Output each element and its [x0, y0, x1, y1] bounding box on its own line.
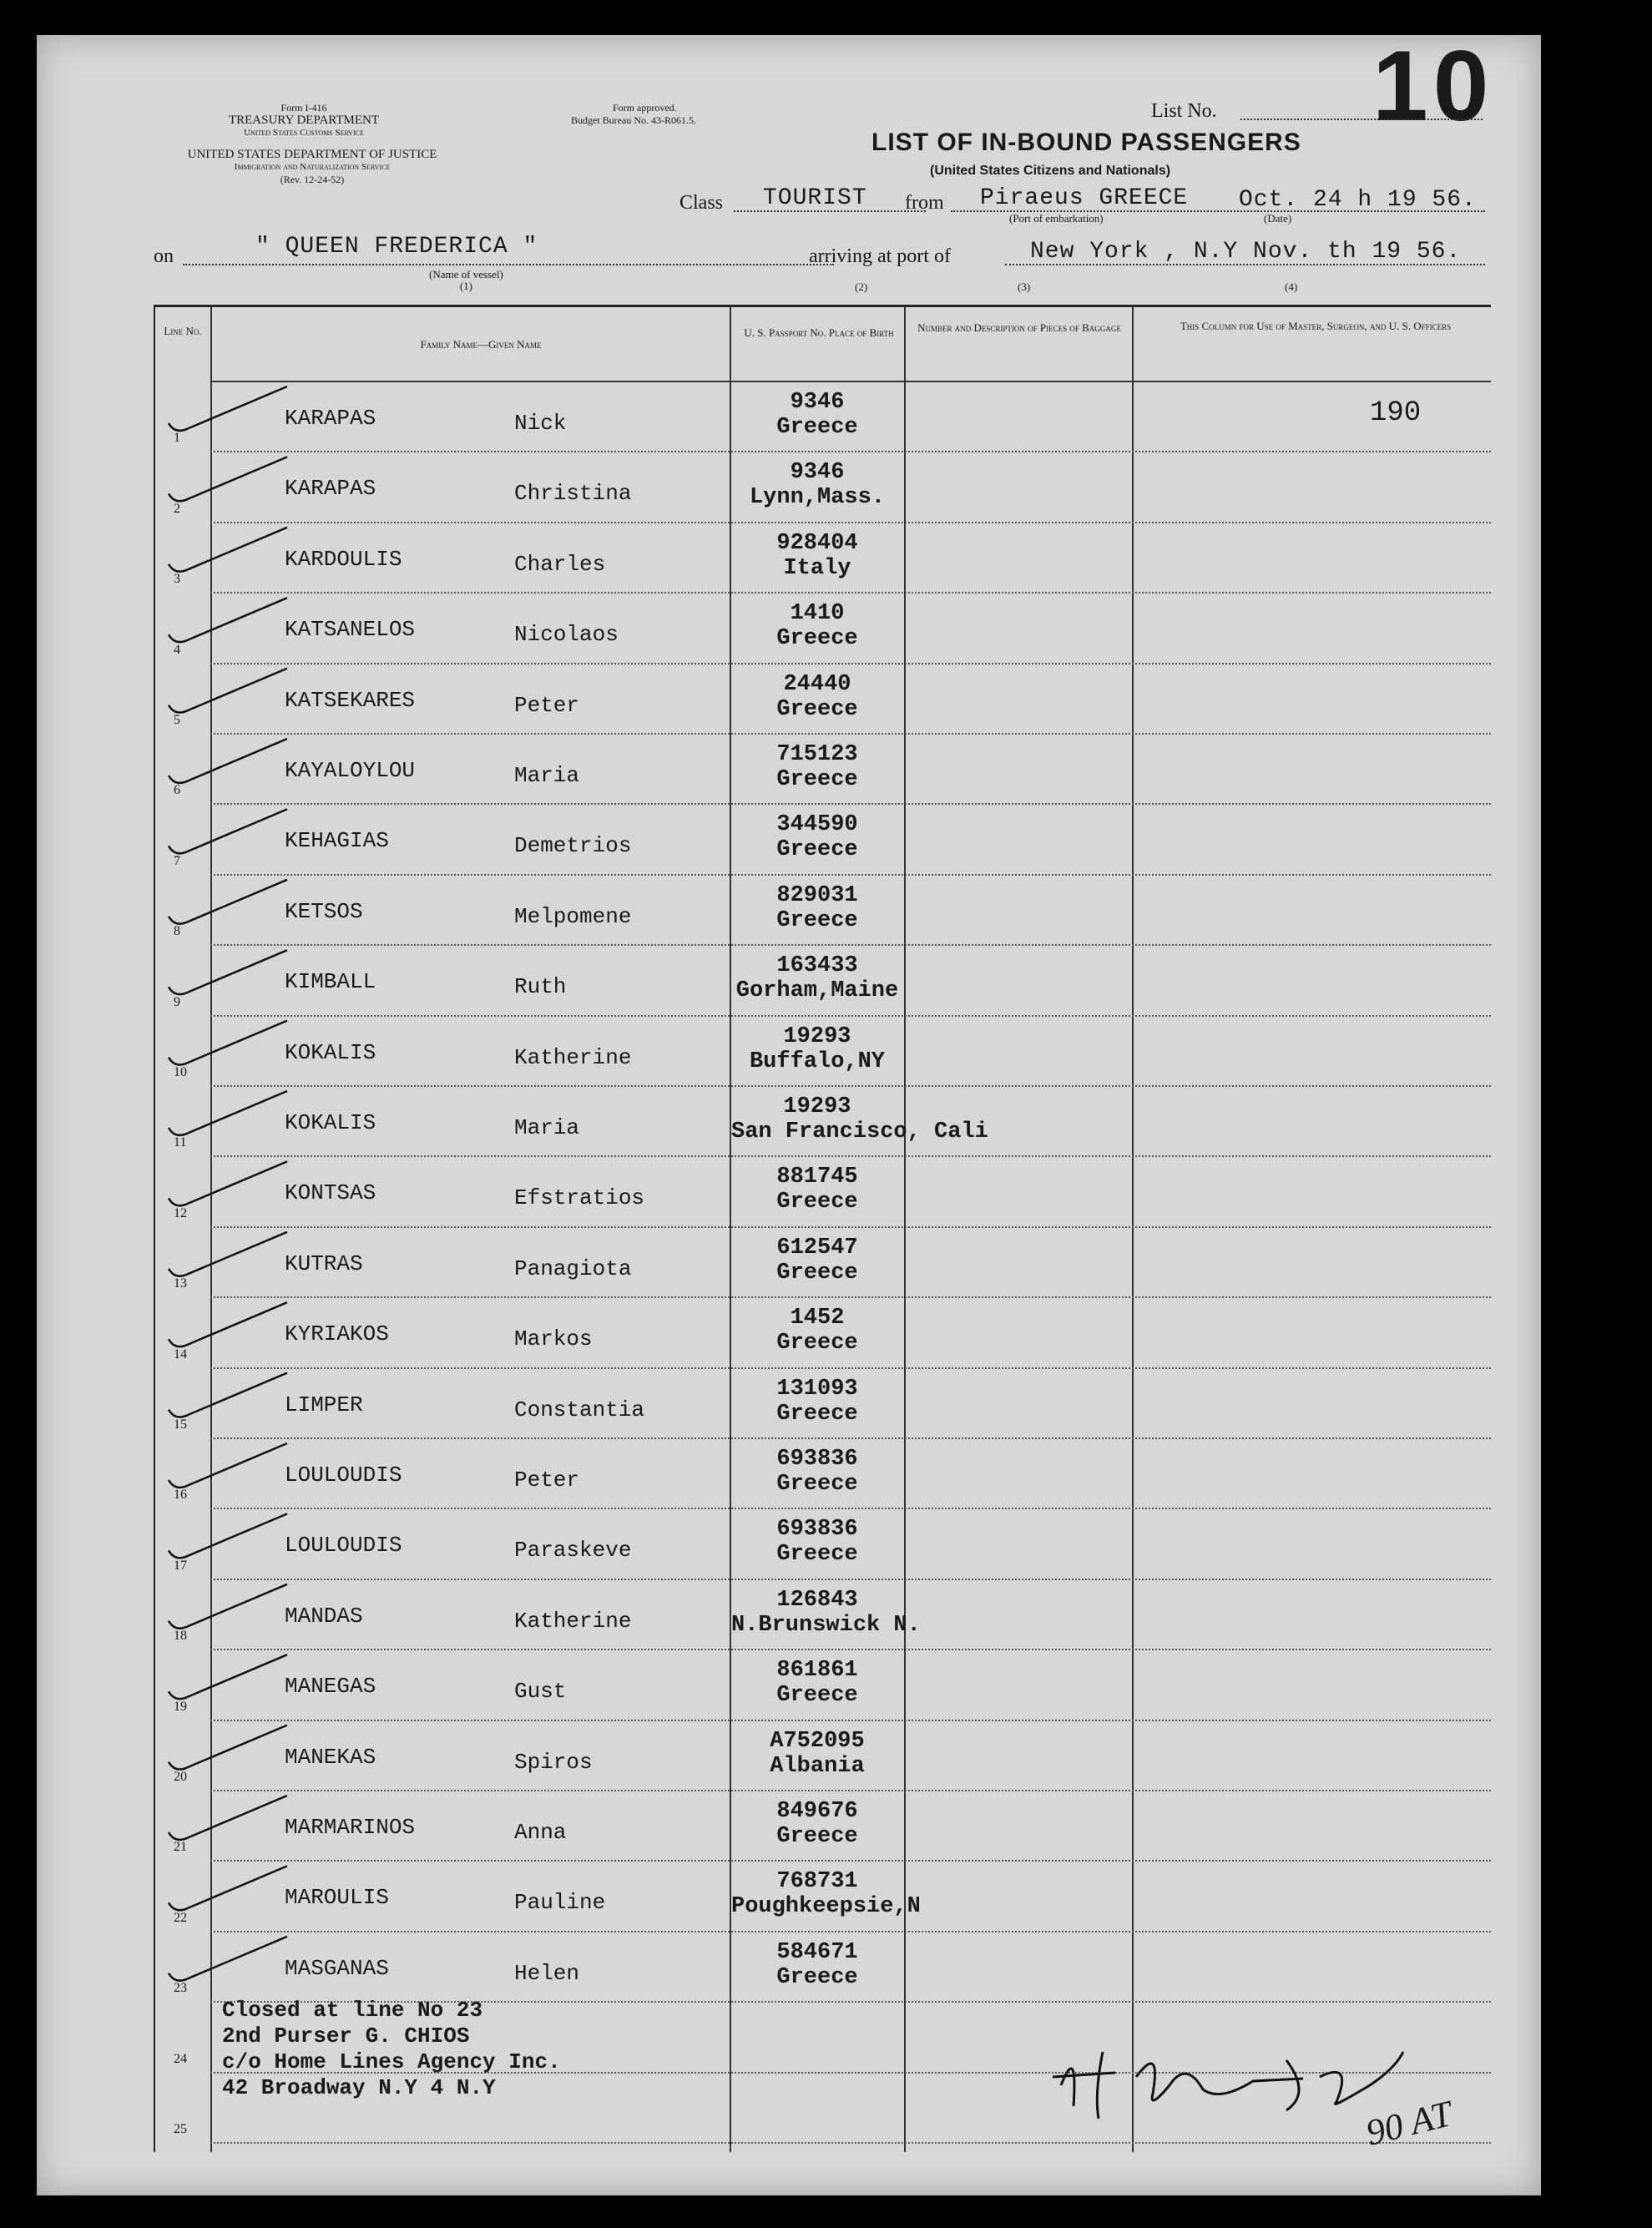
given-name: Helen — [514, 1960, 580, 1986]
family-name: MANEGAS — [285, 1674, 376, 1700]
col-header-name: Family Name—Given Name — [420, 338, 542, 351]
check-mark — [169, 386, 287, 431]
family-name: KETSOS — [285, 898, 363, 924]
check-mark — [169, 1937, 287, 1981]
line-number: 9 — [174, 994, 180, 1009]
place-of-birth: Greece — [776, 767, 858, 792]
closing-line-1: Closed at line No 23 — [222, 1998, 483, 2023]
date-caption: (Date) — [1264, 212, 1292, 225]
passport-number: 829031 — [776, 882, 858, 908]
given-name: Markos — [514, 1326, 593, 1352]
given-name: Efstratios — [514, 1185, 645, 1211]
line-number: 25 — [174, 2121, 187, 2136]
place-of-birth: Greece — [776, 1472, 858, 1497]
given-name: Paraskeve — [514, 1538, 632, 1564]
family-name: KARAPAS — [285, 406, 376, 431]
line-number: 12 — [174, 1205, 187, 1220]
place-of-birth: Greece — [776, 696, 858, 722]
passport-number: 584671 — [776, 1939, 858, 1965]
family-name: KYRIAKOS — [285, 1321, 389, 1347]
check-marks-overlay — [154, 305, 988, 2058]
passport-number: 881745 — [776, 1165, 858, 1190]
given-name: Gust — [514, 1679, 567, 1705]
passport-number: 126843 — [776, 1587, 858, 1613]
family-name: KAYALOYLOU — [285, 758, 416, 783]
place-of-birth: Greece — [776, 415, 858, 440]
passport-number: 612547 — [776, 1235, 858, 1261]
line-number: 15 — [174, 1417, 187, 1432]
passport-number: 344590 — [776, 812, 858, 838]
closing-line-3: c/o Home Lines Agency Inc. — [222, 2049, 561, 2074]
given-name: Anna — [514, 1820, 567, 1845]
check-mark — [169, 809, 287, 853]
line-number: 5 — [174, 712, 180, 727]
signature-note: 90 AT — [1362, 2093, 1457, 2154]
line-number: 4 — [174, 642, 180, 657]
list-no-line — [1240, 119, 1483, 120]
class-value: TOURIST — [763, 185, 867, 211]
col-num-3: (3) — [1018, 280, 1031, 293]
passport-number: 715123 — [776, 742, 858, 767]
family-name: MARMARINOS — [285, 1815, 416, 1840]
check-mark — [169, 1091, 287, 1135]
given-name: Demetrios — [514, 833, 632, 859]
given-name: Melpomene — [514, 903, 632, 929]
line-number: 22 — [174, 1910, 187, 1925]
page-subtitle: (United States Citizens and Nationals) — [930, 164, 1171, 178]
family-name: KUTRAS — [285, 1250, 363, 1276]
check-mark — [169, 1232, 287, 1276]
line-number: 1 — [174, 431, 180, 446]
arrival-port: New York , N.Y Nov. th 19 56. — [1030, 239, 1462, 265]
check-mark — [169, 1513, 287, 1558]
from-label: from — [905, 192, 944, 214]
col-num-2: (2) — [855, 280, 868, 293]
place-of-birth: N.Brunswick N. — [731, 1612, 921, 1638]
check-mark — [169, 528, 287, 572]
line-number: 20 — [174, 1769, 187, 1784]
passport-number: 693836 — [776, 1517, 858, 1543]
family-name: KOKALIS — [285, 1110, 376, 1135]
col-num-4: (4) — [1285, 280, 1298, 293]
line-number: 8 — [174, 924, 180, 939]
given-name: Ruth — [514, 974, 567, 1000]
check-mark — [169, 739, 287, 783]
given-name: Nicolaos — [514, 622, 619, 648]
place-of-birth: Albania — [770, 1753, 865, 1779]
given-name: Panagiota — [514, 1255, 632, 1281]
place-of-birth: Greece — [776, 837, 858, 863]
check-mark — [169, 598, 287, 642]
closing-line-2: 2nd Purser G. CHIOS — [222, 2023, 470, 2049]
passport-number: 1452 — [790, 1306, 845, 1331]
place-of-birth: Greece — [776, 626, 858, 652]
given-name: Peter — [514, 1468, 580, 1493]
passport-number: 768731 — [776, 1869, 858, 1895]
given-name: Katherine — [514, 1044, 632, 1070]
check-mark — [169, 1866, 287, 1910]
line-number: 2 — [174, 501, 180, 516]
treasury-label: TREASURY DEPARTMENT — [228, 114, 380, 127]
family-name: KIMBALL — [285, 969, 376, 995]
check-mark — [169, 880, 287, 924]
closing-line-4: 42 Broadway N.Y 4 N.Y — [222, 2075, 496, 2100]
passport-number: 131093 — [776, 1376, 858, 1402]
passport-number: 19293 — [783, 1023, 851, 1049]
line-number: 13 — [174, 1276, 187, 1291]
given-name: Constantia — [514, 1397, 645, 1422]
justice-label: UNITED STATES DEPARTMENT OF JUSTICE — [187, 148, 437, 161]
family-name: KARAPAS — [285, 476, 376, 502]
family-name: MAROULIS — [285, 1885, 389, 1911]
on-label: on — [154, 245, 174, 267]
rev-label: (Rev. 12-24-52) — [280, 174, 345, 185]
customs-label: United States Customs Service — [244, 128, 364, 138]
passport-number: 163433 — [776, 953, 858, 979]
vessel-line — [183, 264, 834, 265]
passport-number: 928404 — [776, 530, 858, 556]
place-of-birth: Greece — [776, 1964, 858, 1990]
form-id: Form I-416 — [280, 102, 327, 114]
col-header-officers: This Column for Use of Master, Surgeon, and U. S. Officers — [1180, 320, 1452, 332]
check-mark — [169, 1796, 287, 1840]
family-name: LOULOUDIS — [285, 1463, 402, 1488]
place-of-birth: Greece — [776, 1260, 858, 1286]
line-number: 7 — [174, 853, 180, 868]
page-title: LIST OF IN-BOUND PASSENGERS — [871, 129, 1301, 156]
check-mark — [169, 457, 287, 501]
col-header-baggage: Number and Description of Pieces of Baggage — [917, 321, 1121, 334]
passport-number: 849676 — [776, 1799, 858, 1824]
line-number: 18 — [174, 1629, 187, 1644]
given-name: Maria — [514, 763, 580, 788]
passport-number: 19293 — [783, 1094, 851, 1119]
line-number: 19 — [174, 1699, 187, 1714]
passport-number: 9346 — [790, 390, 845, 415]
check-mark — [169, 1161, 287, 1205]
passport-number: A752095 — [770, 1728, 865, 1754]
class-label: Class — [679, 192, 724, 214]
check-mark — [169, 1443, 287, 1488]
family-name: KATSEKARES — [285, 687, 416, 713]
check-mark — [169, 1584, 287, 1629]
family-name: KEHAGIAS — [285, 828, 389, 854]
col-header-line-no: Line No. — [164, 325, 202, 337]
place-of-birth: Gorham,Maine — [735, 978, 899, 1004]
line-number: 21 — [174, 1840, 187, 1855]
passport-number: 1410 — [790, 601, 845, 627]
place-of-birth: Poughkeepsie,N — [731, 1894, 921, 1920]
vessel-name: " QUEEN FREDERICA " — [255, 234, 538, 260]
passport-number: 24440 — [783, 671, 851, 697]
given-name: Christina — [514, 481, 632, 507]
given-name: Katherine — [514, 1608, 632, 1634]
form-approved: Form approved. — [613, 102, 677, 114]
family-name: KONTSAS — [285, 1180, 376, 1206]
place-of-birth: Greece — [776, 1824, 858, 1849]
place-of-birth: Buffalo,NY — [749, 1048, 886, 1074]
passport-number: 9346 — [790, 460, 845, 486]
given-name: Maria — [514, 1115, 580, 1140]
family-name: MANEKAS — [285, 1744, 376, 1770]
given-name: Pauline — [514, 1890, 606, 1916]
check-mark — [169, 950, 287, 994]
check-mark — [169, 1725, 287, 1770]
family-name: KARDOULIS — [285, 546, 402, 572]
departure-date: Oct. 24 h 19 56. — [1239, 187, 1477, 213]
col-header-passport: U. S. Passport No. Place of Birth — [744, 326, 894, 339]
vessel-col-num: (1) — [459, 280, 472, 292]
line-number: 24 — [174, 2051, 187, 2066]
line-number: 6 — [174, 783, 180, 798]
given-name: Charles — [514, 551, 606, 577]
family-name: LIMPER — [285, 1392, 363, 1417]
port-of-embarkation: Piraeus GREECE — [980, 185, 1189, 211]
family-name: KATSANELOS — [285, 617, 416, 643]
check-mark — [169, 1302, 287, 1346]
given-name: Nick — [514, 411, 567, 436]
line-number: 17 — [174, 1558, 187, 1573]
list-no-label: List No. — [1151, 100, 1217, 122]
family-name: MASGANAS — [285, 1955, 389, 1981]
officer-note: 190 — [1370, 397, 1422, 429]
place-of-birth: Greece — [776, 1331, 858, 1357]
given-name: Peter — [514, 692, 580, 718]
line-number: 16 — [174, 1488, 187, 1503]
line-number: 14 — [174, 1346, 187, 1362]
passport-number: 861861 — [776, 1658, 858, 1684]
arriving-label: arriving at port of — [809, 245, 951, 267]
place-of-birth: Greece — [776, 1542, 858, 1568]
place-of-birth: Greece — [776, 1683, 858, 1709]
line-number: 10 — [174, 1064, 187, 1079]
line-number: 11 — [174, 1135, 187, 1150]
family-name: LOULOUDIS — [285, 1533, 402, 1559]
budget-bureau: Budget Bureau No. 43-R061.5. — [571, 114, 696, 126]
check-mark — [169, 669, 287, 713]
family-name: MANDAS — [285, 1603, 363, 1629]
given-name: Spiros — [514, 1749, 593, 1775]
place-of-birth: Lynn,Mass. — [749, 485, 886, 511]
check-mark — [169, 1021, 287, 1065]
list-number-large: 10 — [1372, 30, 1494, 142]
place-of-birth: San Francisco, Cali — [731, 1119, 988, 1144]
vessel-caption: (Name of vessel) — [429, 268, 503, 280]
manifest-sheet — [37, 30, 1541, 2195]
line-number: 23 — [174, 1981, 187, 1996]
check-mark — [169, 1655, 287, 1699]
check-mark — [169, 1373, 287, 1417]
place-of-birth: Greece — [776, 1190, 858, 1215]
place-of-birth: Greece — [776, 907, 858, 933]
line-number: 3 — [174, 572, 180, 587]
immigration-label: Immigration and Naturalization Service — [234, 162, 391, 172]
port-caption: (Port of embarkation) — [1009, 212, 1104, 225]
place-of-birth: Greece — [776, 1401, 858, 1427]
passport-number: 693836 — [776, 1447, 858, 1472]
place-of-birth: Italy — [783, 555, 851, 581]
family-name: KOKALIS — [285, 1039, 376, 1065]
